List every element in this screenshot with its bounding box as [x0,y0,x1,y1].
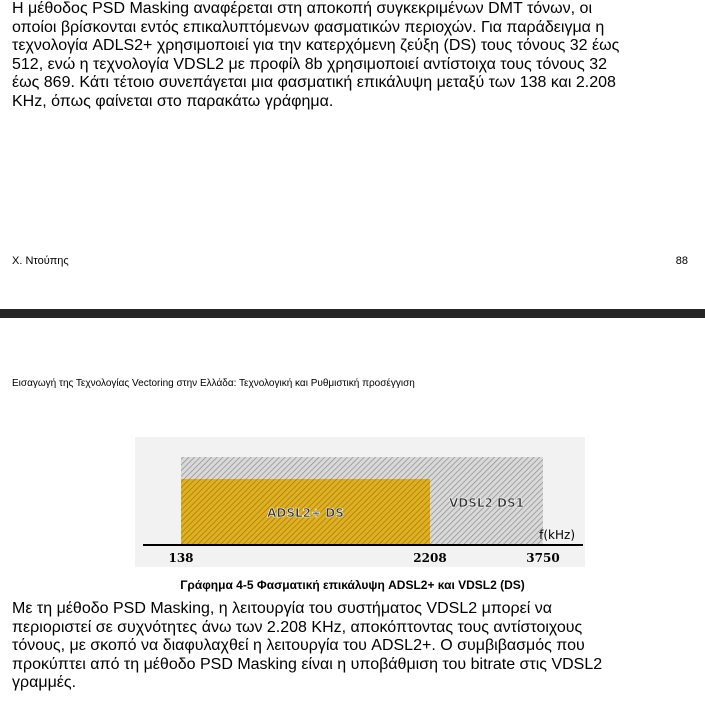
paragraph-line: τεχνολογία ADLS2+ χρησιμοποιεί για την κατερχόμενη ζεύξη (DS) τους τόνους 32 έως [12,37,620,54]
paragraph-line: Η μέθοδος PSD Masking αναφέρεται στη αποκοπή συγκεκριμένων DMT τόνων, οι [12,0,592,17]
paragraph-line: οποίοι βρίσκονται εντός επικαλυπτόμενων φασματικών περιοχών. Για παράδειγμα η [12,18,605,36]
paragraph-line: KHz, όπως φαίνεται στο παρακάτω γράφημα. [12,92,334,110]
spectrum-chart [135,437,585,567]
intro-paragraph [12,0,693,111]
band-label: ADSL2+ DS [267,506,344,520]
axis-label: f(kHz) [539,528,575,542]
page-divider [0,309,705,318]
band-label: VDSL2 DS1 [448,496,525,510]
paragraph-line: τόνους, με σκοπό να διαφυλαχθεί η λειτουργία του ADSL2+. Ο συμβιβασμός που [12,637,585,654]
paragraph-line: γραμμές. [12,674,77,691]
tick-label: 2208 [413,551,447,565]
paragraph-line: 512, ενώ η τεχνολογία VDSL2 με προφίλ 8b χρησιμοποιεί αντίστοιχα τους τόνους 32 [12,55,607,73]
running-header: Εισαγωγή της Τεχνολογίας Vectoring στην Ελλάδα: Τεχνολογική και Ρυθμιστική προσέγγιση [12,378,415,389]
figure-caption: Γράφημα 4-5 Φασματική επικάλυψη ADSL2+ και VDSL2 (DS) [180,578,525,592]
body-paragraph [12,600,693,693]
footer-author: Χ. Ντούπης [12,255,69,267]
tick-label: 138 [168,551,194,565]
paragraph-line: περιοριστεί σε συχνότητες άνω των 2.208 KHz, αποκόπτοντας τους αντίστοιχους [12,618,583,636]
footer-page-number: 88 [675,255,688,267]
paragraph-line: προκύπτει από τη μέθοδο PSD Masking είναι η υποβάθμιση του bitrate στις VDSL2 [12,655,603,673]
tick-label: 3750 [526,551,560,565]
paragraph-line: έως 869. Κάτι τέτοιο συνεπάγεται μια φασματική επικάλυψη μεταξύ των 138 και 2.208 [12,74,616,91]
paragraph-line: Με τη μέθοδο PSD Masking, η λειτουργία του συστήματος VDSL2 μπορεί να [12,600,552,617]
